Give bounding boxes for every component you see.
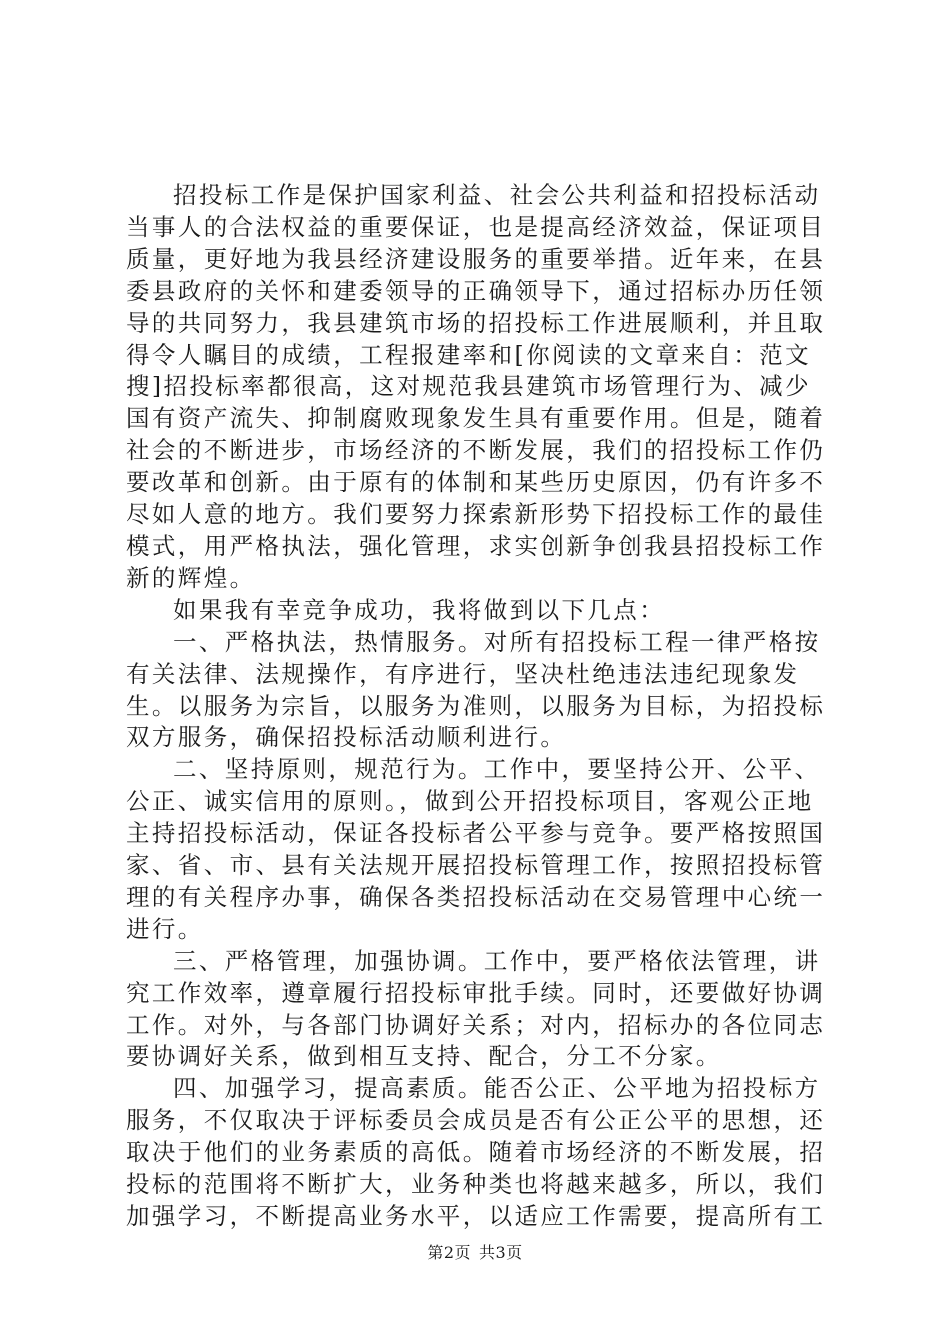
page-total: 共3页: [479, 1243, 523, 1262]
paragraph-point-4: 四、加强学习，提高素质。能否公正、公平地为招投标方服务，不仅取决于评标委员会成员是否有公正公平的思想，还取决于他们的业务素质的高低。随着市场经济的不断发展，招投标的范围将不断扩大，业务种类也将越来越多，所以，我们加强学习，不断提高业务水平，以适应工作需要，提高所有工: [126, 1074, 826, 1230]
paragraph-intro: 招投标工作是保护国家利益、社会公共利益和招投标活动当事人的合法权益的重要保证，也是提高经济效益，保证项目质量，更好地为我县经济建设服务的重要举措。近年来，在县委县政府的关怀和建委领导的正确领导下，通过招标办历任领导的共同努力，我县建筑市场的招投标工作进展顺利，并且取得令人瞩目的成绩，工程报建率和[你阅读的文章来自：范文搜]招投标率都很高，这对规范我县建筑市场管理行为、减少国有资产流失、抑制腐败现象发生具有重要作用。但是，随着社会的不断进步，市场经济的不断发展，我们的招投标工作仍要改革和创新。由于原有的体制和某些历史原因，仍有许多不尽如人意的地方。我们要努力探索新形势下招投标工作的最佳模式，用严格执法，强化管理，求实创新争创我县招投标工作新的辉煌。: [126, 181, 826, 592]
page-footer: [0, 1243, 950, 1263]
page-number: 第2页: [427, 1243, 471, 1262]
paragraph-point-3: 三、严格管理，加强协调。工作中，要严格依法管理，讲究工作效率，遵章履行招投标审批手续。同时，还要做好协调工作。对外，与各部门协调好关系；对内，招标办的各位同志要协调好关系，做到相互支持、配合，分工不分家。: [126, 946, 826, 1071]
paragraph-commitment: 如果我有幸竞争成功，我将做到以下几点：: [173, 595, 666, 624]
document-body: [126, 180, 836, 1233]
paragraph-point-2: 二、坚持原则，规范行为。工作中，要坚持公开、公平、公正、诚实信用的原则。，做到公开招投标项目，客观公正地主持招投标活动，保证各投标者公平参与竞争。要严格按照国家、省、市、县有关法规开展招投标管理工作，按照招投标管理的有关程序办事，确保各类招投标活动在交易管理中心统一进行。: [126, 755, 826, 943]
paragraph-point-1: 一、严格执法，热情服务。对所有招投标工程一律严格按有关法律、法规操作，有序进行，坚决杜绝违法违纪现象发生。以服务为宗旨，以服务为准则，以服务为目标，为招投标双方服务，确保招投标活动顺利进行。: [126, 627, 826, 752]
